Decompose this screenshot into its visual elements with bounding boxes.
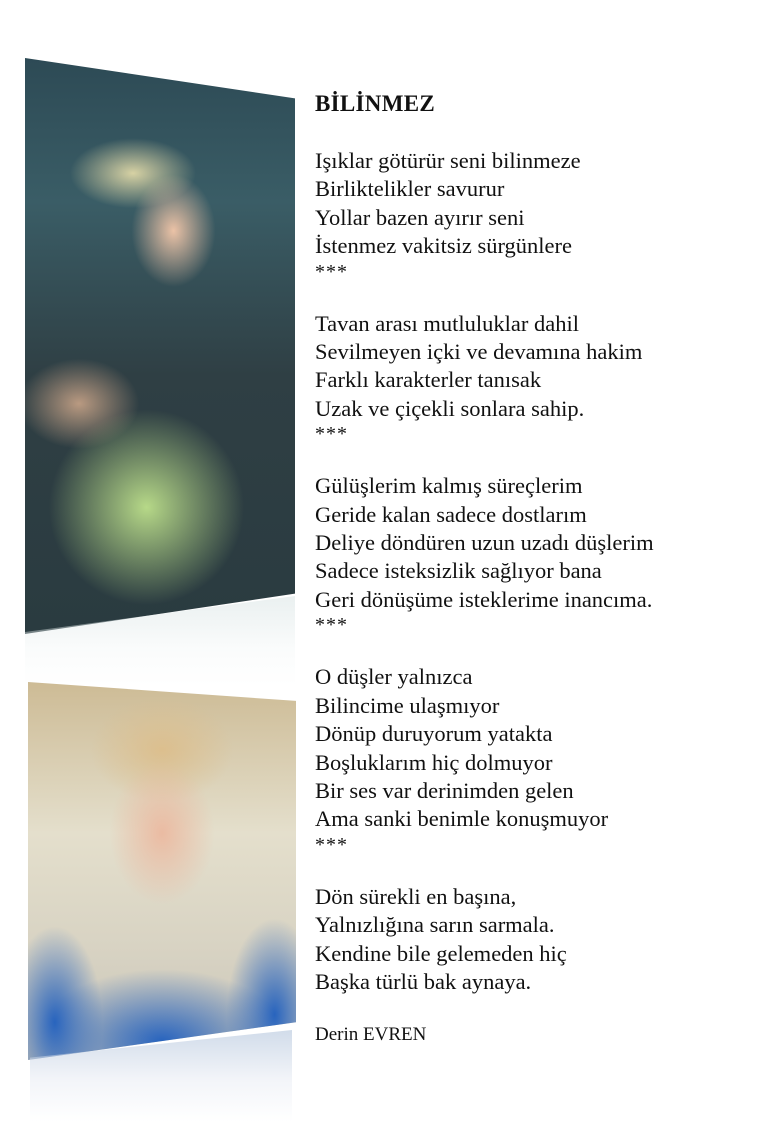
- poem: [315, 90, 755, 1047]
- stanza-separator: ***: [315, 614, 348, 637]
- poem-line: Dön sürekli en başına,: [315, 883, 517, 909]
- poem-line: Sadece isteksizlik sağlıyor bana: [315, 558, 602, 584]
- poem-line: Sevilmeyen içki ve devamına hakim: [315, 339, 643, 365]
- poem-line: Geride kalan sadece dostlarım: [315, 501, 587, 527]
- poem-line: Uzak ve çiçekli sonlara sahip.: [315, 395, 585, 421]
- stanza-separator: ***: [315, 423, 348, 446]
- poem-line: Deliye döndüren uzun uzadı düşlerim: [315, 530, 654, 556]
- poem-line: Bilincime ulaşmıyor: [315, 692, 500, 718]
- poem-line: O düşler yalnızca: [315, 664, 473, 690]
- portrait-photo-top: [25, 58, 295, 634]
- poem-line: İstenmez vakitsiz sürgünlere: [315, 233, 573, 259]
- poem-line: Tavan arası mutluluklar dahil: [315, 310, 579, 336]
- poem-line: Başka türlü bak aynaya.: [315, 968, 532, 994]
- stanza-5: [315, 883, 755, 997]
- poem-line: Işıklar götürür seni bilinmeze: [315, 148, 581, 173]
- poem-title: BİLİNMEZ: [315, 91, 435, 116]
- poem-author: Derin EVREN: [315, 1024, 427, 1046]
- stanza-2: [315, 310, 755, 446]
- poem-line: Kendine bile gelemeden hiç: [315, 940, 567, 966]
- poem-line: Yollar bazen ayırır seni: [315, 204, 525, 230]
- poem-line: Ama sanki benimle konuşmuyor: [315, 806, 609, 832]
- stanza-separator: ***: [315, 833, 348, 856]
- stanza-1: [315, 147, 755, 283]
- stanza-separator: ***: [315, 260, 348, 283]
- poem-line: Birliktelikler savurur: [315, 176, 505, 202]
- portrait-photo-bottom: [28, 682, 296, 1060]
- stanza-4: [315, 663, 755, 855]
- poem-line: Gülüşlerim kalmış süreçlerim: [315, 473, 583, 499]
- poem-line: Bir ses var derinimden gelen: [315, 777, 574, 803]
- poem-line: Yalnızlığına sarın sarmala.: [315, 912, 555, 938]
- poem-line: Geri dönüşüme isteklerime inancıma.: [315, 586, 653, 612]
- stanza-3: [315, 472, 755, 636]
- poem-line: Farklı karakterler tanısak: [315, 367, 542, 393]
- poem-line: Dönüp duruyorum yatakta: [315, 721, 553, 747]
- poem-line: Boşluklarım hiç dolmuyor: [315, 749, 553, 775]
